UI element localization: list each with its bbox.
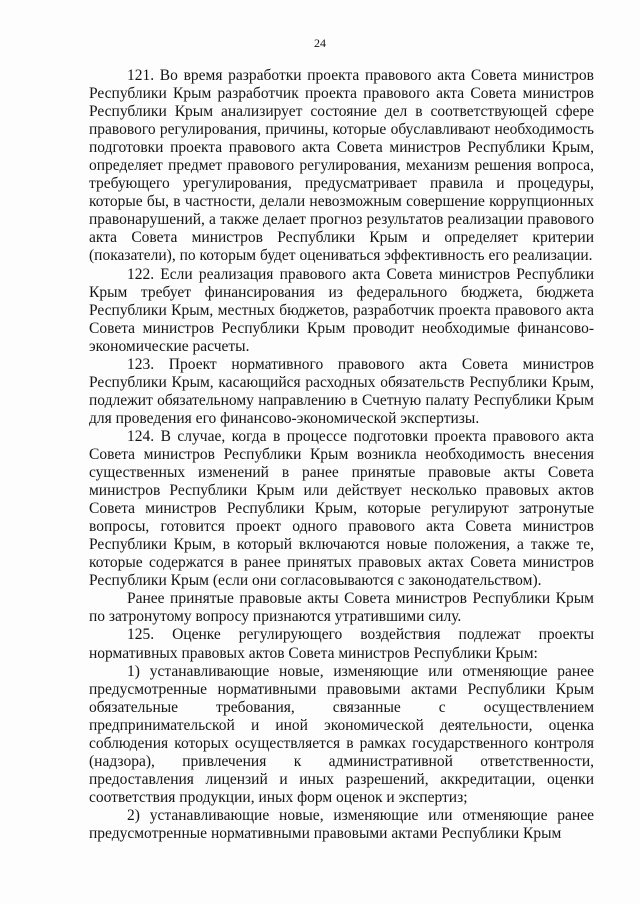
paragraph-124-continuation: Ранее принятые правовые акты Совета министров Республики Крым по затронутому вопросу признаются утратившими силу. [89,590,594,626]
paragraph-124: 124. В случае, когда в процессе подготовки проекта правового акта Совета министров Республики Крым возникла необходимость внесения существенных изменений в ранее принятые правовые акты Совета министров Республики Крым или действует несколько правовых актов Совета министров Республики Крым, которые регулируют затронутые вопросы, готовится проект одного правового акта Совета министров Республики Крым, в который включаются новые положения, а также те, которые содержатся в ранее принятых правовых актах Совета министров Республики Крым (если они согласовываются с законодательством). [89,427,594,590]
list-item-2: 2) устанавливающие новые, изменяющие или отменяющие ранее предусмотренные нормативными правовыми актами Республики Крым [89,806,594,842]
paragraph-125: 125. Оценке регулирующего воздействия подлежат проекты нормативных правовых актов Совета министров Республики Крым: [89,626,594,662]
paragraph-122: 122. Если реализация правового акта Совета министров Республики Крым требует финансирования из федерального бюджета, бюджета Республики Крым, местных бюджетов, разработчик проекта правового акта Совета министров Республики Крым проводит необходимые финансово-экономические расчеты. [89,265,594,355]
paragraph-123: 123. Проект нормативного правового акта Совета министров Республики Крым, касающийся расходных обязательств Республики Крым, подлежит обязательному направлению в Счетную палату Республики Крым для проведения его финансово-экономической экспертизы. [89,355,594,427]
document-body [89,67,594,843]
paragraph-121: 121. Во время разработки проекта правового акта Совета министров Республики Крым разработчик проекта правового акта Совета министров Республики Крым анализирует состояние дел в соответствующей сфере правового регулирования, причины, которые обуславливают необходимость подготовки проекта правового акта Совета министров Республики Крым, определяет предмет правового регулирования, механизм решения вопроса, требующего урегулирования, предусматривает правила и процедуры, которые бы, в частности, делали невозможным совершение коррупционных правонарушений, а также делает прогноз результатов реализации правового акта Совета министров Республики Крым и определяет критерии (показатели), по которым будет оцениваться эффективность его реализации. [89,67,594,265]
list-item-1: 1) устанавливающие новые, изменяющие или отменяющие ранее предусмотренные нормативными правовыми актами Республики Крым обязательные требования, связанные с осуществлением предпринимательской и иной экономической деятельности, оценка соблюдения которых осуществляется в рамках государственного контроля (надзора), привлечения к административной ответственности, предоставления лицензий и иных разрешений, аккредитации, оценки соответствия продукции, иных форм оценок и экспертиз; [89,662,594,806]
page-number: 24 [314,36,326,50]
